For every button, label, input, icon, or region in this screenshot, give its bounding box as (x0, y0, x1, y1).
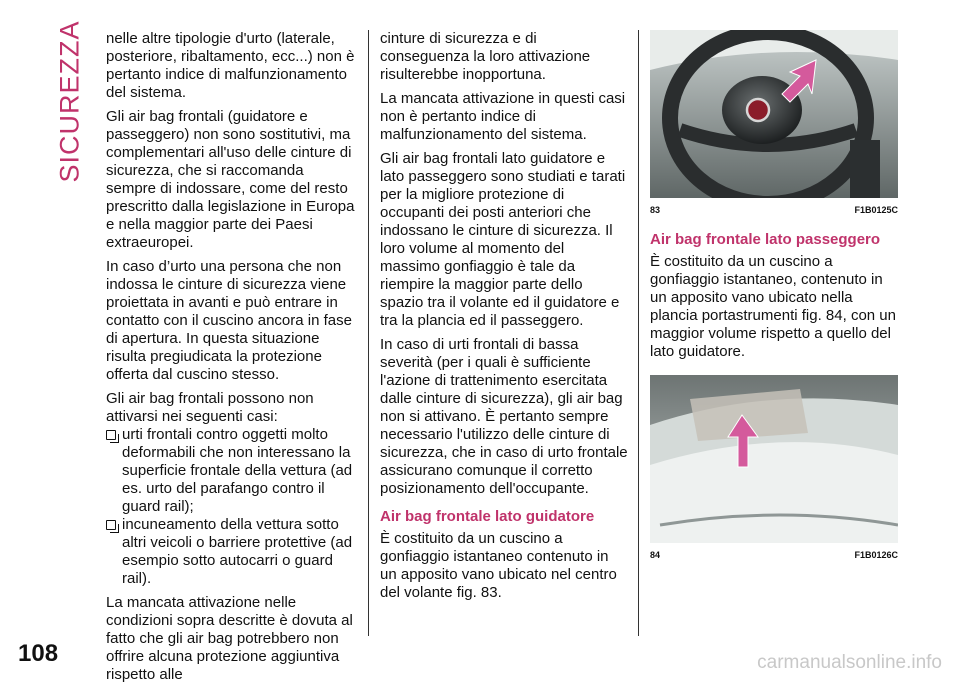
section-title-text: SICUREZZA (54, 19, 85, 183)
paragraph: La mancata attivazione in questi casi non è pertanto indice di malfunzionamento del sistema. (380, 90, 626, 143)
figure-code: F1B0125C (854, 205, 898, 215)
paragraph: In caso d’urto una persona che non indossa le cinture di sicurezza viene proiettata in avanti e può entrare in contatto con il cuscino ancora in fase di apertura. In questa situazione risulta pregiudicata la protezione offerta dal cuscino stesso. (106, 258, 352, 383)
figure-code: F1B0126C (854, 550, 898, 560)
figure-number: 84 (650, 550, 661, 560)
paragraph: È costituito da un cuscino a gonfiaggio istantaneo contenuto in un apposito vano ubicato nel centro del volante fig. 83. (380, 530, 617, 601)
list-item-text: incuneamento della vettura sotto altri veicoli o barriere protettive (ad esempio sotto autocarri o guard rail). (122, 516, 353, 587)
column-divider (368, 30, 369, 636)
list-item (106, 426, 356, 516)
paragraph: In caso di urti frontali di bassa severità (per i quali è sufficiente l'azione di trattenimento esercitata dalle cinture di sicurezza), gli air bag non si attivano. È pertanto sempre necessario l'utilizzo delle cinture di sicurezza, che in caso di urto frontale assicurano comunque il corretto posizionamento dell'occupante. (380, 336, 628, 497)
steering-wheel-image (650, 30, 898, 198)
figure-steering-wheel-airbag (650, 30, 898, 198)
column-2 (380, 30, 628, 608)
paragraph: Gli air bag frontali possono non attivarsi nei seguenti casi: (106, 390, 314, 425)
bullet-box-icon (106, 430, 116, 440)
column-divider (638, 30, 639, 636)
dashboard-image (650, 375, 898, 543)
paragraph: nelle altre tipologie d'urto (laterale, posteriore, ribaltamento, ecc...) non è pertanto indice di malfunzionamento del sistema. (106, 30, 355, 101)
section-heading: Air bag frontale lato guidatore (380, 508, 595, 525)
column-3 (650, 30, 898, 576)
paragraph: È costituito da un cuscino a gonfiaggio istantaneo, contenuto in un apposito vano ubicato nella plancia portastrumenti fig. 84, con un maggior volume rispetto a quello del lato guidatore. (650, 253, 896, 360)
bullet-box-icon (106, 520, 116, 530)
paragraph: cinture di sicurezza e di conseguenza la loro attivazione risulterebbe inopportuna. (380, 30, 591, 83)
list-item-text: urti frontali contro oggetti molto deformabili che non interessano la superficie frontale della vettura (ad es. urto del parafango contro il guard rail); (122, 426, 353, 515)
paragraph: Gli air bag frontali lato guidatore e lato passeggero sono studiati e tarati per la migliore protezione di occupanti dei posti anteriori che indossano le cinture di sicurezza. Il loro volume al momento del massimo gonfiaggio è tale da riempire la maggior parte dello spazio tra il volante ed il guidatore e tra la plancia ed il passeggero. (380, 150, 626, 329)
section-heading: Air bag frontale lato passeggero (650, 231, 881, 248)
figure-caption (650, 546, 898, 564)
watermark: carmanualsonline.info (757, 652, 942, 673)
figure-number: 83 (650, 205, 661, 215)
paragraph: Gli air bag frontali (guidatore e passeggero) non sono sostitutivi, ma complementari all'uso delle cinture di sicurezza, che si raccomanda sempre di indossare, come del resto prescritto dalla legislazione in Europa e nella maggior parte dei Paesi extraeuropei. (106, 108, 355, 251)
page-number: 108 (18, 640, 59, 667)
paragraph: La mancata attivazione nelle condizioni sopra descritte è dovuta al fatto che gli air bag potrebbero non offrire alcuna protezione aggiuntiva rispetto alle (106, 594, 353, 683)
section-title (46, 19, 94, 183)
column-1 (106, 30, 356, 690)
figure-caption (650, 201, 898, 219)
figure-dashboard-airbag (650, 375, 898, 543)
list-item (106, 516, 356, 588)
